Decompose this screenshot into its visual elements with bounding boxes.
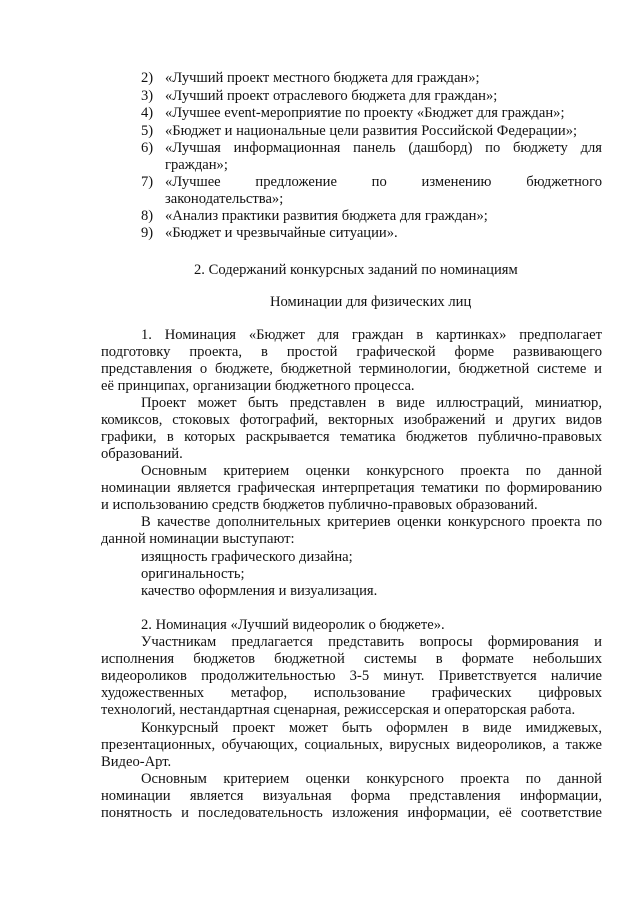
paragraph-line: Основным критерием оценки конкурсного проекта по данной	[141, 463, 602, 479]
subsection-title: Номинации для физических лиц	[270, 294, 472, 310]
list-item: «Анализ практики развития бюджета для граждан»;	[165, 208, 488, 224]
paragraph-line: презентационных, обучающих, социальных, вирусных видеороликов, а также	[101, 737, 602, 753]
list-number: 6)	[141, 140, 154, 156]
paragraph-line: понятность и последовательность изложения информации, её соответствие	[101, 805, 602, 821]
list-item-continuation: законодательства»;	[165, 191, 284, 207]
criterion-item: оригинальность;	[141, 566, 245, 582]
list-item: «Лучшее event-мероприятие по проекту «Бюджет для граждан»;	[165, 105, 565, 121]
paragraph-line: образований.	[101, 446, 183, 462]
list-item: «Лучшее предложение по изменению бюджетного	[165, 174, 602, 190]
list-item: «Лучший проект отраслевого бюджета для граждан»;	[165, 88, 498, 104]
paragraph-line: и использованию средств бюджетов публично-правовых образований.	[101, 497, 538, 513]
paragraph-line: номинации является визуальная форма представления информации,	[101, 788, 602, 804]
paragraph-line: Проект может быть представлен в виде иллюстраций, миниатюр,	[141, 395, 602, 411]
paragraph-line: подготовку проекта, в простой графической форме развивающего	[101, 344, 602, 360]
criterion-item: изящность графического дизайна;	[141, 549, 353, 565]
paragraph-line: графики, в которых раскрывается тематика бюджетов публично-правовых	[101, 429, 602, 445]
list-item-continuation: граждан»;	[165, 157, 228, 173]
paragraph-line: данной номинации выступают:	[101, 531, 295, 547]
criterion-item: качество оформления и визуализация.	[141, 583, 378, 599]
list-number: 5)	[141, 123, 154, 139]
paragraph-line: комиксов, стоковых фотографий, векторных изображений и других видов	[101, 412, 602, 428]
list-number: 8)	[141, 208, 154, 224]
list-number: 3)	[141, 88, 154, 104]
paragraph-line: Основным критерием оценки конкурсного проекта по данной	[141, 771, 602, 787]
paragraph-line: 1. Номинация «Бюджет для граждан в картинках» предполагает	[141, 327, 602, 343]
paragraph-line: художественных метафор, использование графических цифровых	[101, 685, 602, 701]
paragraph-line: исполнения бюджетов бюджетной системы в формате небольших	[101, 651, 602, 667]
paragraph-line: номинации является графическая интерпретация тематики по формированию	[101, 480, 602, 496]
paragraph-line: видеороликов продолжительностью 3-5 минут. Приветствуется наличие	[101, 668, 602, 684]
list-item: «Бюджет и чрезвычайные ситуации».	[165, 225, 398, 241]
paragraph-line: В качестве дополнительных критериев оценки конкурсного проекта по	[141, 514, 602, 530]
nomination-heading: 2. Номинация «Лучший видеоролик о бюджете».	[141, 617, 445, 633]
list-number: 4)	[141, 105, 154, 121]
list-item: «Бюджет и национальные цели развития Российской Федерации»;	[165, 123, 578, 139]
paragraph-line: технологий, нестандартная сценарная, режиссерская и операторская работа.	[101, 702, 576, 718]
section-title: 2. Содержаний конкурсных заданий по номинациям	[194, 262, 518, 278]
paragraph-line: Видео-Арт.	[101, 754, 172, 770]
list-item: «Лучший проект местного бюджета для граждан»;	[165, 70, 480, 86]
list-number: 7)	[141, 174, 154, 190]
paragraph-line: Конкурсный проект может быть оформлен в виде имиджевых,	[141, 720, 602, 736]
list-number: 2)	[141, 70, 154, 86]
paragraph-line: представления о бюджете, бюджетной терминологии, бюджетной системе и	[101, 361, 602, 377]
paragraph-line: Участникам предлагается представить вопросы формирования и	[141, 634, 602, 650]
list-number: 9)	[141, 225, 154, 241]
paragraph-line: её принципах, организации бюджетного процесса.	[101, 378, 415, 394]
list-item: «Лучшая информационная панель (дашборд) по бюджету для	[165, 140, 602, 156]
